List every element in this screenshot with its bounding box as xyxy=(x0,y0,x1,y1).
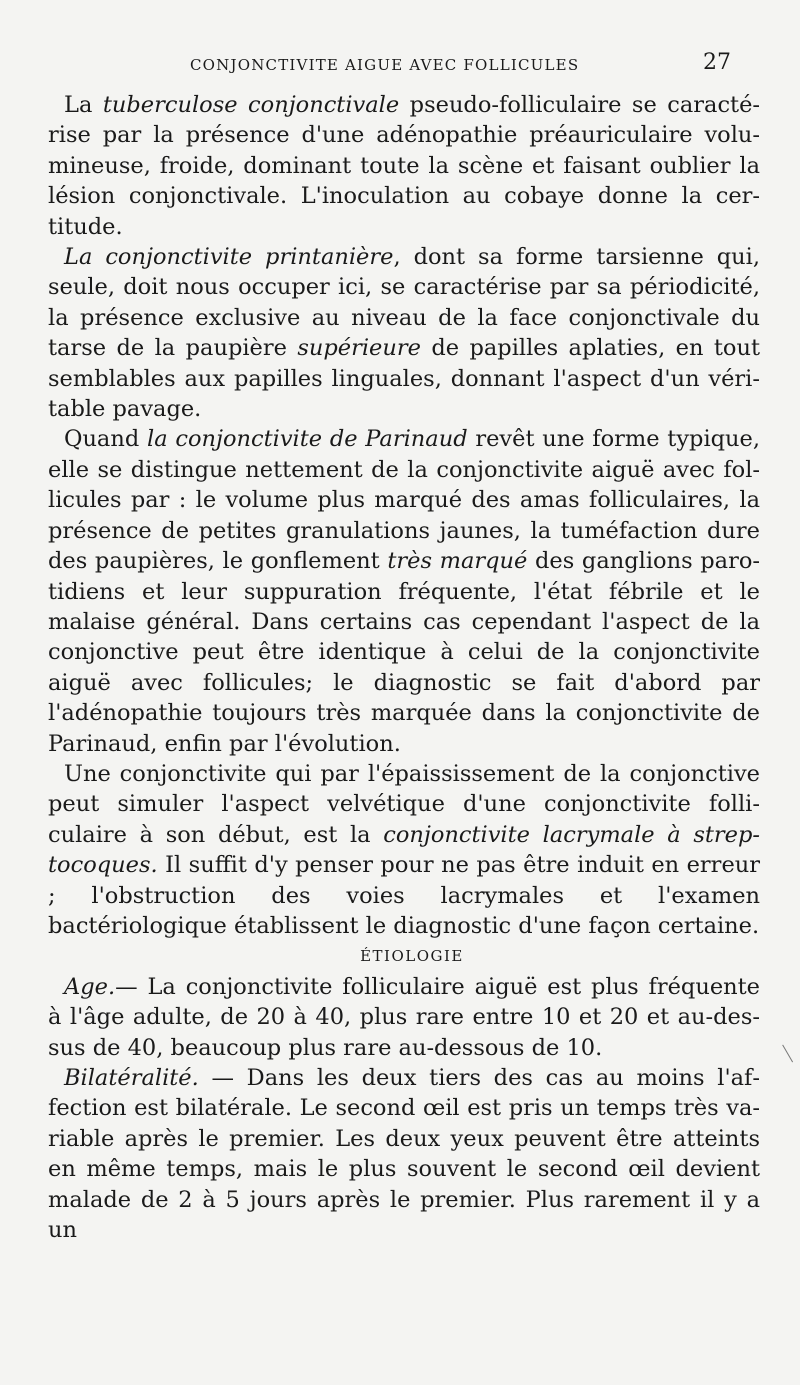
italic-term: Bilatéralité. xyxy=(64,1065,199,1091)
running-title: CONJONCTIVITE AIGUE AVEC FOLLICULES xyxy=(190,56,580,74)
italic-term: supérieure xyxy=(297,335,421,362)
running-head xyxy=(0,50,800,80)
margin-mark xyxy=(782,1044,795,1063)
text-run: Il suffit d'y penser pour ne pas être induit en erreur ; l'obstruction des voies lacrymales et l'examen bactériologique établissent le diagnostic d'une façon certaine. xyxy=(48,852,760,939)
paragraph-lacrymale xyxy=(48,759,760,941)
text-run: — Dans les deux tiers des cas au moins l'affection est bilatérale. Le second œil est pris un temps très variable après le premier. Les deux yeux peuvent être atteints en même temps, mais le plus souvent le second œil devient malade de 2 à 5 jours après le premier. Plus rarement il y a un xyxy=(48,1065,760,1244)
paragraph-age xyxy=(48,972,760,1063)
paragraph-parinaud xyxy=(48,424,760,758)
italic-term: la conjonctivite de Parinaud xyxy=(147,426,468,453)
text-run: des ganglions parotidiens et leur suppuration fréquente, l'état fébrile et le malaise général. Dans certains cas cependant l'aspect de la conjonctive peut être identique à celui de la conjonctivite aiguë avec follicules; le diagnostic se fait d'abord par l'adénopathie toujours très marquée dans la conjonctivite de Parinaud, enfin par l'évolution. xyxy=(48,548,760,757)
text-run: La xyxy=(64,92,103,118)
text-run: Quand xyxy=(64,426,147,453)
paragraph-bilateralite xyxy=(48,1063,760,1245)
text-run: de papilles aplaties, en tout semblables aux papilles linguales, donnant l'aspect d'un véritable pavage. xyxy=(48,335,760,423)
text-run: , dont sa forme tarsienne qui, seule, doit nous occuper ici, se caractérise par sa périodicité, la présence exclusive au niveau de la face conjonctivale du tarse de la paupière xyxy=(48,244,760,362)
page-number: 27 xyxy=(703,50,731,75)
italic-term: tuberculose conjonctivale xyxy=(102,92,400,118)
paragraph-tuberculose xyxy=(48,90,760,242)
body-text xyxy=(48,90,760,1245)
text-run: — La conjonctivite folliculaire aiguë est plus fréquente à l'âge adulte, de 20 à 40, plus rare entre 10 et 20 et au-dessus de 40, beaucoup plus rare au-dessous de 10. xyxy=(48,973,760,1061)
italic-term: Age. xyxy=(64,973,116,1000)
section-heading: ÉTIOLOGIE xyxy=(360,947,464,966)
text-run: pseudo-folliculaire se caractérise par la présence d'une adénopathie préauriculaire volumineuse, froide, dominant toute la scène et faisant oublier la lésion conjonctivale. L'inoculation au cobaye donne la certitude. xyxy=(48,92,761,240)
italic-term: très marqué xyxy=(387,548,528,575)
italic-term: La conjonctivite printanière xyxy=(64,244,394,271)
paragraph-printaniere xyxy=(48,242,760,424)
text-run: Une conjonctivite qui par l'épaississement de la conjonctive peut simuler l'aspect velvétique d'une conjonctivite folliculaire à son début, est la xyxy=(48,760,760,848)
italic-term: conjonctivite lacrymale à streptocoques. xyxy=(48,821,760,879)
text-run: revêt une forme typique, elle se distingue nettement de la conjonctivite aiguë avec follicules par : le volume plus marqué des amas folliculaires, la présence de petites granulations jaunes, la tuméfaction dure des paupières, le gonflement xyxy=(48,426,760,575)
